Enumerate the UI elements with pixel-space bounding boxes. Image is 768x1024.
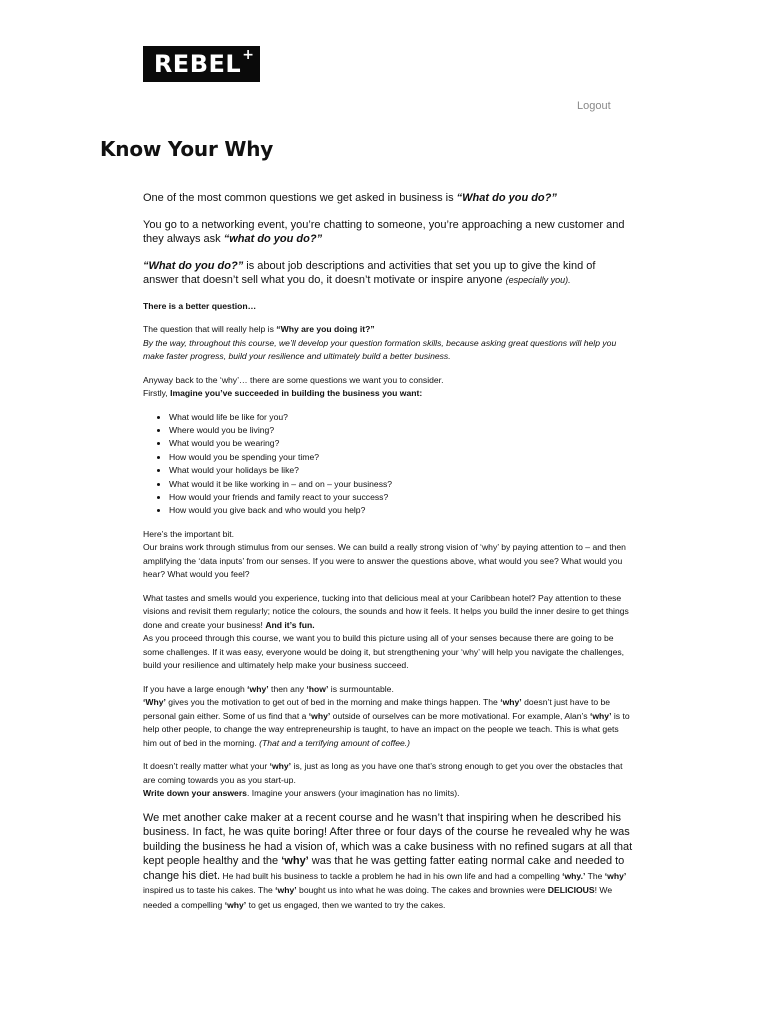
page-title: Know Your Why [100, 137, 274, 161]
better-question-heading: There is a better question… [143, 300, 257, 311]
matter-paragraph: It doesn’t really matter what your ‘why’ is, just as long as you have one that’s strong enough to get you over the obstacles that are coming towards you as you start-up. Write down your answers. Imagine your answers (your imagination has no limits). [143, 761, 623, 799]
list-item: • What would life be like for you? [169, 411, 633, 424]
article-body [143, 191, 633, 912]
intro-paragraph-3: “What do you do?” is about job descriptions and activities that set you up to give the kind of answer that doesn’t sell what you do, it doesn’t motivate or inspire anyone (especially you). [143, 259, 596, 286]
better-question-paragraph: The question that will really help is “Why are you doing it?” By the way, throughout this course, we’ll develop your question formation skills, because asking great questions will help you make faster progress, build your resilience and ultimately build a better business. [143, 324, 617, 361]
consider-paragraph: Anyway back to the ‘why’… there are some questions we want you to consider. Firstly, Imagine you’ve succeeded in building the business you want: [143, 374, 444, 398]
list-item: • How would you give back and who would you help? [169, 504, 633, 517]
question-list [143, 411, 633, 518]
list-item: • How would your friends and family react to your success? [169, 491, 633, 504]
cake-maker-paragraph: We met another cake maker at a recent course and he wasn’t that inspiring when he described his business. In fact, he was quite boring! After three or four days of the course he revealed why he was building the business he had a vision of, which was a cake business with no refined sugars at all that kept people healthy and the ‘why’ was that he was getting fatter eating normal cake and needed to change his diet. He had built his business to tackle a problem he had in his own life and had a compelling ‘why.’ The ‘why’ inspired us to taste his cakes. The ‘why’ bought us into what he was doing. The cakes and brownies were DELICIOUS! We needed a compelling ‘why’ to get us engaged, then we wanted to try the cakes. [143, 811, 633, 910]
list-item: • How would you be spending your time? [169, 451, 633, 464]
intro-paragraph-2: You go to a networking event, you’re chatting to someone, you’re approaching a new customer and they always ask “what do you do?” [143, 218, 625, 245]
list-item: • What would it be like working in – and on – your business? [169, 478, 633, 491]
list-item: • What would you be wearing? [169, 437, 633, 450]
logo-text: REBEL [153, 50, 242, 78]
rebel-logo [143, 46, 260, 82]
list-item: • What would your holidays be like? [169, 464, 633, 477]
list-item: • Where would you be living? [169, 424, 633, 437]
logo-plus-mark: + [242, 47, 254, 63]
logout-link[interactable]: Logout [577, 100, 611, 112]
intro-paragraph-1: One of the most common questions we get asked in business is “What do you do?” [143, 192, 557, 204]
motivation-paragraph: If you have a large enough ‘why’ then any ‘how’ is surmountable. ‘Why’ gives you the motivation to get out of bed in the morning and make things happen. The ‘why’ doesn’t just have to be personal gain either. Some of us find that a ‘why’ outside of ourselves can be more motivational. For example, Alan’s ‘why’ is to help other people, to change the way entrepreneurship is taught, to have an impact on the people we teach. This is what gets him out of bed in the morning. (That and a terrifying amount of coffee.) [143, 683, 630, 748]
important-paragraph: Here’s the important bit. Our brains work through stimulus from our senses. We can build a really strong vision of ‘why’ by paying attention to – and then amplifying the ‘data inputs’ from our senses. If you were to answer the questions above, what would you see? What would you hear? What would you feel? [143, 528, 626, 580]
tastes-paragraph: What tastes and smells would you experience, tucking into that delicious meal at your Caribbean hotel? Pay attention to these visions and revisit them regularly; notice the colours, the sounds and how it feels. It helps you build the inner desire to get things done and create your business! And it’s fun. As you proceed through this course, we want you to build this picture using all of your senses because there are going to be some challenges. If it was easy, everyone would be doing it, but strengthening your ‘why’ will help you navigate the challenges, build your resilience and ultimately help make your business succeed. [143, 592, 629, 671]
